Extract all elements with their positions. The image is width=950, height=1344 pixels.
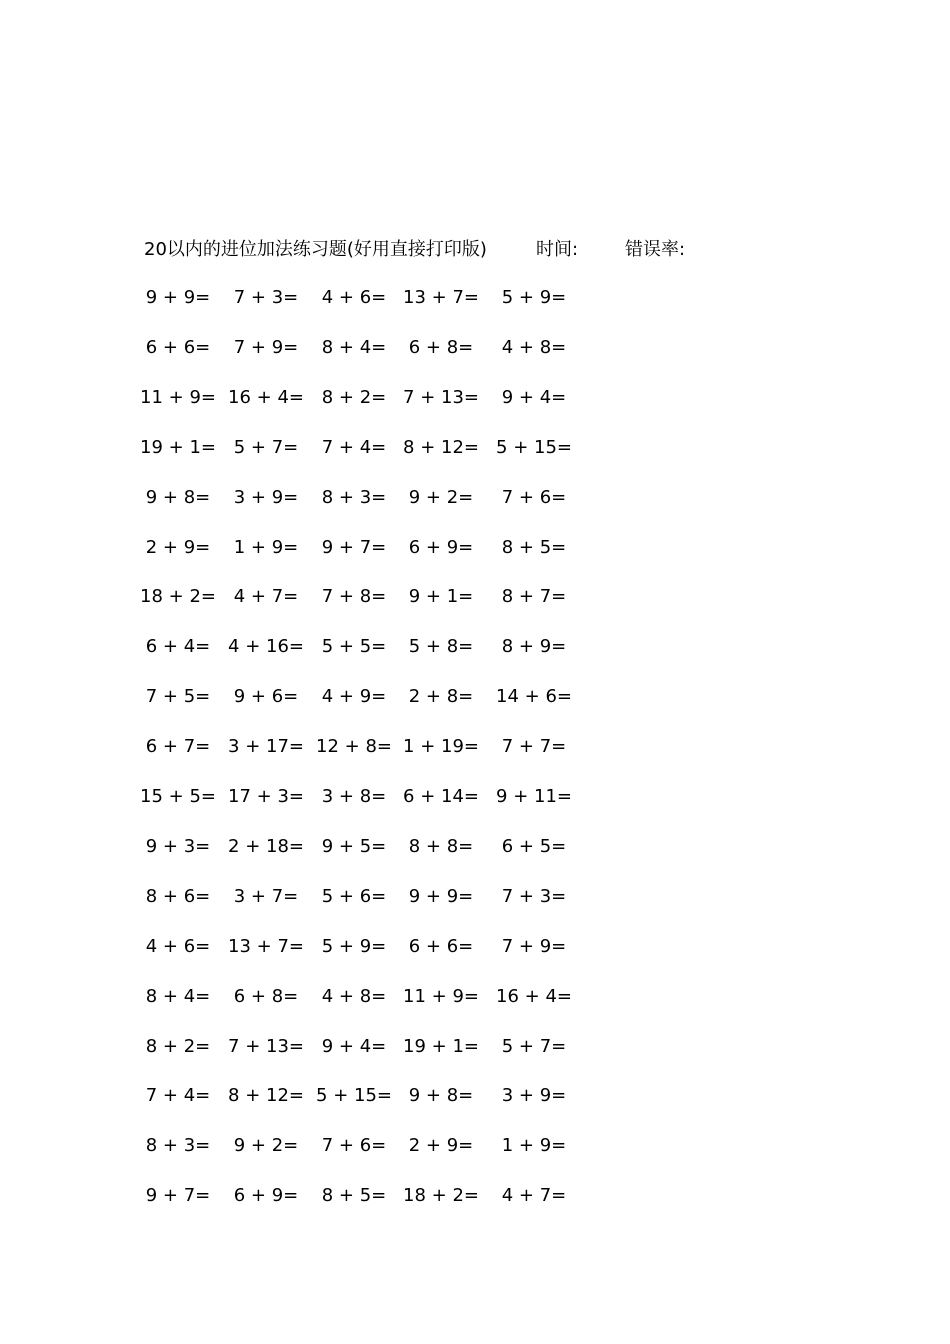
problem-item: 1 + 9= [501, 1135, 567, 1156]
problem-item: 4 + 7= [233, 586, 299, 607]
problem-item: 6 + 6= [145, 337, 211, 358]
problem-item: 9 + 5= [321, 836, 387, 857]
problem-item: 5 + 9= [501, 287, 567, 308]
problem-item: 16 + 4= [228, 387, 304, 408]
problem-item: 6 + 5= [501, 836, 567, 857]
problem-item: 3 + 8= [321, 786, 387, 807]
problem-item: 6 + 9= [233, 1185, 299, 1206]
problem-item: 8 + 12= [228, 1085, 304, 1106]
problem-item: 8 + 5= [501, 537, 567, 558]
problem-item: 8 + 7= [501, 586, 567, 607]
problem-item: 17 + 3= [228, 786, 304, 807]
problem-item: 8 + 4= [145, 986, 211, 1007]
problem-item: 3 + 9= [501, 1085, 567, 1106]
problem-item: 4 + 16= [228, 636, 304, 657]
problem-item: 7 + 13= [228, 1036, 304, 1057]
problem-item: 19 + 1= [140, 437, 216, 458]
problem-item: 1 + 9= [233, 537, 299, 558]
problem-item: 9 + 9= [408, 886, 474, 907]
problem-item: 5 + 8= [408, 636, 474, 657]
problem-item: 13 + 7= [228, 936, 304, 957]
problem-item: 3 + 7= [233, 886, 299, 907]
problem-item: 7 + 9= [501, 936, 567, 957]
problem-item: 6 + 6= [408, 936, 474, 957]
problem-item: 7 + 7= [501, 736, 567, 757]
problem-item: 9 + 7= [145, 1185, 211, 1206]
problem-item: 2 + 18= [228, 836, 304, 857]
problem-item: 8 + 3= [321, 487, 387, 508]
problem-item: 11 + 9= [403, 986, 479, 1007]
problem-item: 5 + 7= [233, 437, 299, 458]
problem-item: 7 + 5= [145, 686, 211, 707]
problem-item: 8 + 12= [403, 437, 479, 458]
problem-item: 8 + 2= [145, 1036, 211, 1057]
problem-item: 8 + 2= [321, 387, 387, 408]
problem-item: 4 + 6= [321, 287, 387, 308]
problem-item: 5 + 7= [501, 1036, 567, 1057]
problem-item: 7 + 6= [501, 487, 567, 508]
problem-item: 9 + 2= [233, 1135, 299, 1156]
problem-item: 3 + 9= [233, 487, 299, 508]
problem-item: 9 + 1= [408, 586, 474, 607]
problem-item: 7 + 8= [321, 586, 387, 607]
problem-item: 4 + 9= [321, 686, 387, 707]
problem-item: 7 + 13= [403, 387, 479, 408]
time-label: 时间: [536, 239, 579, 260]
problem-item: 8 + 5= [321, 1185, 387, 1206]
problem-item: 1 + 19= [403, 736, 479, 757]
problem-item: 7 + 4= [145, 1085, 211, 1106]
problem-item: 5 + 15= [496, 437, 572, 458]
problem-item: 8 + 4= [321, 337, 387, 358]
problem-item: 18 + 2= [140, 586, 216, 607]
problem-item: 6 + 8= [408, 337, 474, 358]
problem-item: 15 + 5= [140, 786, 216, 807]
problem-item: 9 + 6= [233, 686, 299, 707]
problem-item: 7 + 6= [321, 1135, 387, 1156]
problem-item: 2 + 8= [408, 686, 474, 707]
problem-item: 2 + 9= [145, 537, 211, 558]
problem-item: 13 + 7= [403, 287, 479, 308]
problem-item: 11 + 9= [140, 387, 216, 408]
problem-item: 8 + 6= [145, 886, 211, 907]
problem-item: 7 + 3= [233, 287, 299, 308]
problem-item: 6 + 8= [233, 986, 299, 1007]
problem-item: 9 + 11= [496, 786, 572, 807]
problem-item: 4 + 7= [501, 1185, 567, 1206]
problem-item: 4 + 8= [501, 337, 567, 358]
problem-item: 4 + 8= [321, 986, 387, 1007]
problem-item: 9 + 9= [145, 287, 211, 308]
problem-item: 6 + 14= [403, 786, 479, 807]
problem-item: 9 + 4= [501, 387, 567, 408]
problem-item: 5 + 9= [321, 936, 387, 957]
problem-item: 6 + 4= [145, 636, 211, 657]
problem-item: 9 + 2= [408, 487, 474, 508]
problem-item: 18 + 2= [403, 1185, 479, 1206]
problem-item: 9 + 7= [321, 537, 387, 558]
error-rate-label: 错误率: [625, 239, 686, 260]
problem-item: 6 + 9= [408, 537, 474, 558]
problem-item: 9 + 3= [145, 836, 211, 857]
problem-item: 2 + 9= [408, 1135, 474, 1156]
problem-item: 4 + 6= [145, 936, 211, 957]
problem-item: 5 + 5= [321, 636, 387, 657]
problem-item: 5 + 15= [316, 1085, 392, 1106]
problem-item: 6 + 7= [145, 736, 211, 757]
problem-item: 8 + 8= [408, 836, 474, 857]
problem-item: 8 + 3= [145, 1135, 211, 1156]
problem-item: 12 + 8= [316, 736, 392, 757]
problem-item: 7 + 3= [501, 886, 567, 907]
problem-item: 14 + 6= [496, 686, 572, 707]
problem-item: 7 + 9= [233, 337, 299, 358]
problem-item: 9 + 8= [408, 1085, 474, 1106]
problem-item: 3 + 17= [228, 736, 304, 757]
problem-item: 8 + 9= [501, 636, 567, 657]
problem-item: 16 + 4= [496, 986, 572, 1007]
problem-item: 5 + 6= [321, 886, 387, 907]
problem-item: 19 + 1= [403, 1036, 479, 1057]
problem-item: 7 + 4= [321, 437, 387, 458]
problem-item: 9 + 8= [145, 487, 211, 508]
worksheet-title: 20以内的进位加法练习题(好用直接打印版) [144, 239, 487, 260]
problem-item: 9 + 4= [321, 1036, 387, 1057]
